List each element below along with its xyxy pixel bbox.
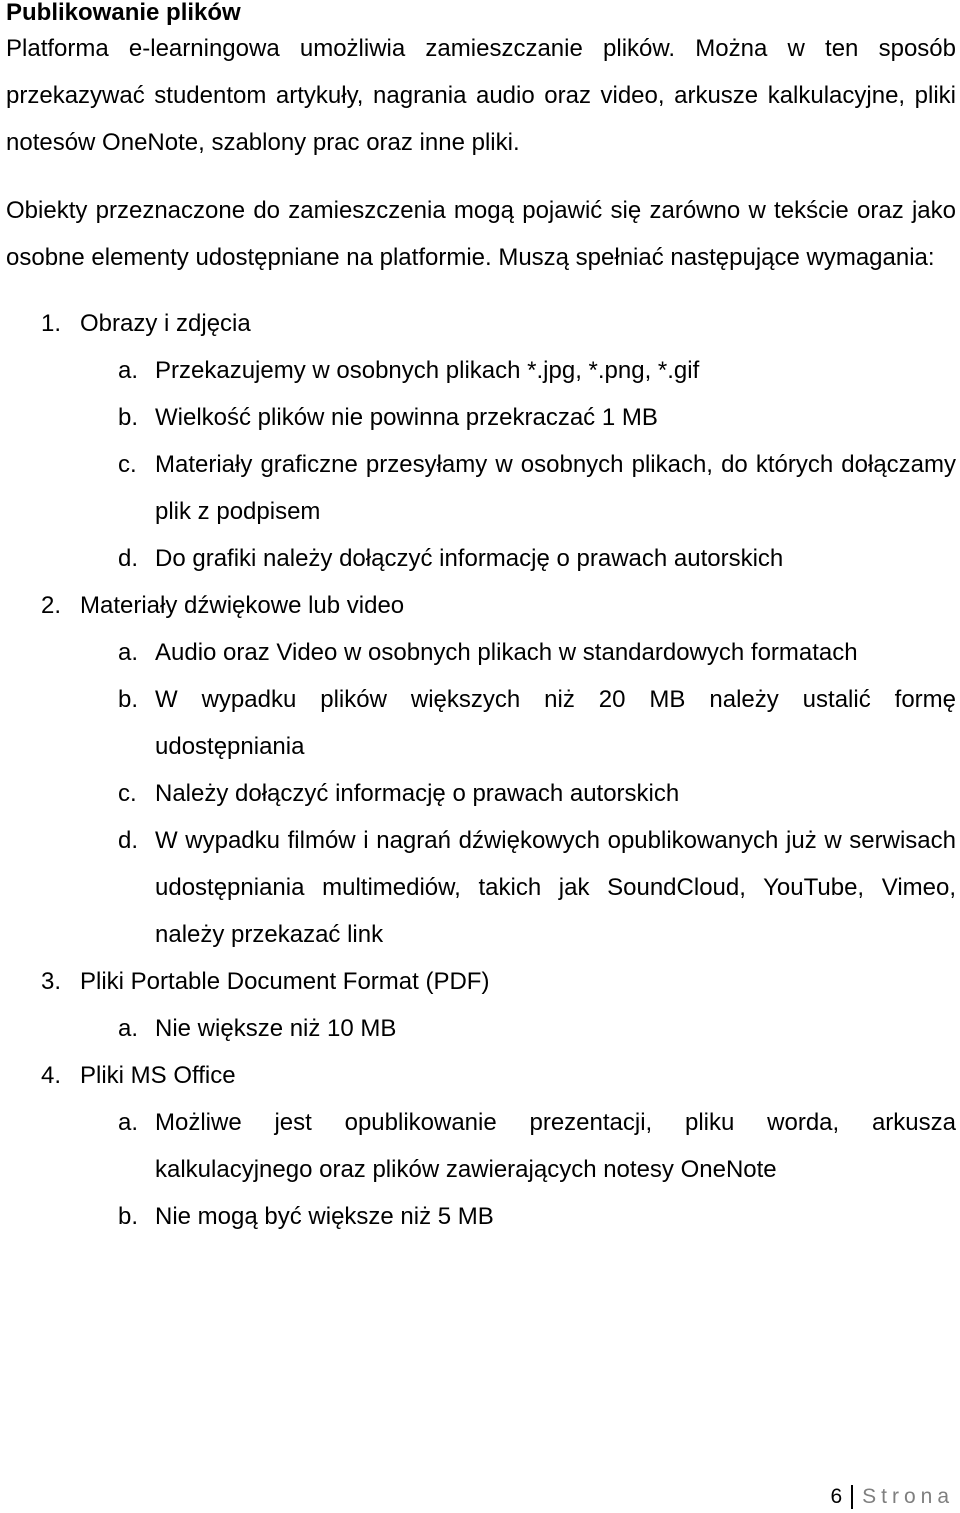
subitem-letter: b.: [118, 686, 139, 713]
requirement-subitem: [6, 1099, 956, 1193]
requirement-subitem: [6, 770, 956, 817]
requirement-subitem: [6, 535, 956, 582]
requirement-item: [6, 958, 956, 1005]
requirement-title: Pliki Portable Document Format (PDF): [80, 968, 490, 995]
intro-paragraph: Platforma e-learningowa umożliwia zamieszczanie plików. Można w ten sposób przekazywać studentom artykuły, nagrania audio oraz video, arkusze kalkulacyjne, pliki notesów OneNote, szablony prac oraz inne pliki.: [6, 35, 956, 156]
requirement-title: Obrazy i zdjęcia: [80, 310, 251, 337]
subitem-text: Do grafiki należy dołączyć informację o prawach autorskich: [155, 545, 784, 572]
subitem-text: W wypadku filmów i nagrań dźwiękowych opublikowanych już w serwisach udostępniania multimediów, takich jak SoundCloud, YouTube, Vimeo, należy przekazać link: [155, 827, 956, 948]
requirement-number: 4.: [41, 1062, 62, 1089]
subitem-letter: d.: [118, 545, 139, 572]
requirement-subitem: [6, 1193, 956, 1240]
page-footer: [830, 1484, 954, 1510]
section-heading: Publikowanie plików: [6, 0, 241, 26]
subitem-text: Wielkość plików nie powinna przekraczać 1 MB: [155, 404, 658, 431]
requirement-number: 3.: [41, 968, 62, 995]
requirement-title: Materiały dźwiękowe lub video: [80, 592, 405, 619]
subitem-text: Należy dołączyć informację o prawach autorskich: [155, 780, 680, 807]
requirements-intro-paragraph: Obiekty przeznaczone do zamieszczenia mogą pojawić się zarówno w tekście oraz jako osobne elementy udostępniane na platformie. Muszą spełniać następujące wymagania:: [6, 197, 956, 271]
requirement-item: [6, 1052, 956, 1099]
subitem-text: Audio oraz Video w osobnych plikach w standardowych formatach: [155, 639, 858, 666]
subitem-letter: a.: [118, 1109, 139, 1136]
subitem-letter: a.: [118, 639, 139, 666]
subitem-letter: c.: [118, 451, 137, 478]
requirement-number: 1.: [41, 310, 62, 337]
requirement-subitem: [6, 1005, 956, 1052]
document-page: [6, 0, 956, 1240]
subitem-text: W wypadku plików większych niż 20 MB należy ustalić formę udostępniania: [155, 686, 956, 760]
requirement-title: Pliki MS Office: [80, 1062, 236, 1089]
subitem-text: Możliwe jest opublikowanie prezentacji, pliku worda, arkusza kalkulacyjnego oraz plików zawierających notesy OneNote: [155, 1109, 956, 1183]
requirement-subitem: [6, 347, 956, 394]
subitem-letter: d.: [118, 827, 139, 854]
requirement-item: [6, 582, 956, 629]
page-label: Strona: [862, 1485, 954, 1508]
requirement-subitem: [6, 629, 956, 676]
subitem-text: Przekazujemy w osobnych plikach *.jpg, *.png, *.gif: [155, 357, 700, 384]
subitem-letter: a.: [118, 1015, 139, 1042]
subitem-letter: c.: [118, 780, 137, 807]
footer-divider: [851, 1485, 853, 1509]
subitem-text: Materiały graficzne przesyłamy w osobnych plikach, do których dołączamy plik z podpisem: [155, 451, 956, 525]
subitem-text: Nie mogą być większe niż 5 MB: [155, 1203, 494, 1230]
requirement-subitem: [6, 394, 956, 441]
subitem-letter: a.: [118, 357, 139, 384]
requirement-item: [6, 300, 956, 347]
subitem-letter: b.: [118, 404, 139, 431]
requirement-subitem: [6, 676, 956, 770]
subitem-letter: b.: [118, 1203, 139, 1230]
requirement-number: 2.: [41, 592, 62, 619]
requirement-subitem: [6, 817, 956, 958]
page-number: 6: [830, 1485, 843, 1508]
requirement-subitem: [6, 441, 956, 535]
requirements-list: [6, 300, 956, 1240]
subitem-text: Nie większe niż 10 MB: [155, 1015, 397, 1042]
